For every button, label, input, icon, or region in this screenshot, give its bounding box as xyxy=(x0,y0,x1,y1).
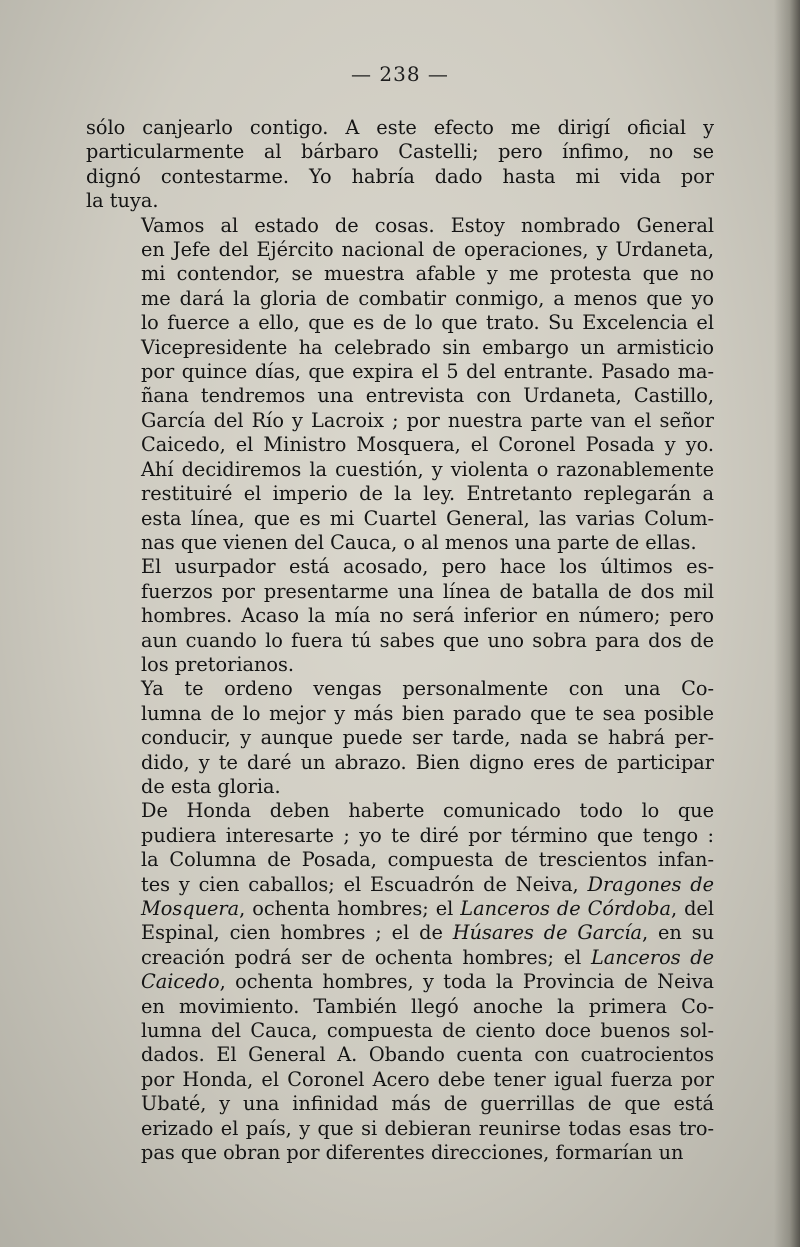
text-run: pudiera interesarte ; yo te diré por término que tengo : xyxy=(141,823,714,847)
text-line xyxy=(86,433,714,457)
paragraph xyxy=(86,555,714,677)
text-run: Caicedo, el Ministro Mosquera, el Coronel Posada y yo. xyxy=(141,433,714,457)
text-run: Ubaté, y una infinidad más de guerrillas de que está xyxy=(141,1092,714,1116)
text-run: Ya te ordeno vengas personalmente con una Co- xyxy=(141,677,714,701)
text-line xyxy=(86,1019,714,1043)
text-line xyxy=(86,1068,714,1092)
text-run: esta línea, que es mi Cuartel General, las varias Colum- xyxy=(141,506,714,530)
text-run: hombres. Acaso la mía no será inferior en número; pero xyxy=(141,604,714,628)
italic-run: Lanceros de Córdoba xyxy=(460,897,671,920)
text-line xyxy=(86,1117,714,1141)
italic-run: Mosquera xyxy=(141,897,240,920)
text-run: , del xyxy=(670,897,714,920)
text-line xyxy=(86,995,714,1019)
text-line xyxy=(86,507,714,531)
text-line xyxy=(86,580,714,604)
paragraph xyxy=(86,677,714,799)
text-run: fuerzos por presentarme una línea de batalla de dos mil xyxy=(141,579,714,603)
text-run: mi contendor, se muestra afable y me protesta que no xyxy=(141,262,714,286)
text-run: la Columna de Posada, compuesta de trescientos infan- xyxy=(141,848,714,872)
text-run: por Honda, el Coronel Acero debe tener igual fuerza por xyxy=(141,1067,714,1091)
text-line xyxy=(86,629,714,653)
text-line xyxy=(86,555,714,579)
text-run: lumna del Cauca, compuesta de ciento doce buenos sol- xyxy=(141,1019,714,1043)
text-run: de esta gloria. xyxy=(141,774,281,798)
text-line xyxy=(86,262,714,286)
paragraph xyxy=(86,214,714,556)
text-line xyxy=(86,214,714,238)
text-run: en movimiento. También llegó anoche la primera Co- xyxy=(141,994,714,1018)
text-run: por quince días, que expira el 5 del entrante. Pasado ma- xyxy=(141,360,714,384)
paragraph xyxy=(86,116,714,214)
text-line xyxy=(86,1043,714,1067)
text-run: , ochenta hombres, y toda la Provincia de Neiva xyxy=(219,970,714,994)
text-run: los pretorianos. xyxy=(141,652,295,676)
text-run: tes y cien caballos; el Escuadrón de Neiva, xyxy=(141,872,588,896)
text-run: Ahí decidiremos la cuestión, y violenta o razonablemente xyxy=(141,457,714,481)
text-line xyxy=(86,946,714,970)
text-line xyxy=(86,116,714,140)
text-line xyxy=(86,873,714,897)
text-run: erizado el país, y que si debieran reunirse todas esas tro- xyxy=(141,1116,714,1140)
text-run: lumna de lo mejor y más bien parado que te sea posible xyxy=(141,701,714,725)
text-line xyxy=(86,775,714,799)
text-run: creación podrá ser de ochenta hombres; el xyxy=(141,945,591,969)
text-run: Vicepresidente ha celebrado sin embargo un armisticio xyxy=(141,335,714,359)
text-line xyxy=(86,482,714,506)
page-number: — 238 — xyxy=(351,62,449,86)
text-run: Vamos al estado de cosas. Estoy nombrado General xyxy=(141,213,714,237)
italic-run: Lanceros de xyxy=(590,945,714,969)
text-run: en Jefe del Ejército nacional de operaciones, y Urdaneta, xyxy=(141,238,714,262)
text-line xyxy=(86,458,714,482)
text-line xyxy=(86,921,714,945)
text-run: conducir, y aunque puede ser tarde, nada se habrá per- xyxy=(141,726,714,750)
text-run: restituiré el imperio de la ley. Entretanto replegarán a xyxy=(141,482,714,506)
text-run: pas que obran por diferentes direcciones, formarían un xyxy=(141,1141,684,1165)
text-run: García del Río y Lacroix ; por nuestra parte van el señor xyxy=(141,408,714,432)
text-run: , en su xyxy=(641,921,715,945)
text-run: nas que vienen del Cauca, o al menos una parte de ellas. xyxy=(141,530,697,554)
text-run: aun cuando lo fuera tú sabes que uno sobra para dos de xyxy=(141,628,714,652)
text-run: Espinal, cien hombres ; el de xyxy=(141,921,453,945)
text-line xyxy=(86,1092,714,1116)
italic-run: Húsares de García xyxy=(452,921,642,945)
text-run: De Honda deben haberte comunicado todo lo que xyxy=(141,799,714,823)
text-line xyxy=(86,531,714,555)
text-run: la tuya. xyxy=(86,189,159,213)
text-run: , ochenta hombres; el xyxy=(239,897,461,920)
text-run: ñana tendremos una entrevista con Urdaneta, Castillo, xyxy=(141,384,714,408)
text-line xyxy=(86,311,714,335)
text-run: El usurpador está acosado, pero hace los últimos es- xyxy=(141,555,714,579)
text-run: dido, y te daré un abrazo. Bien digno eres de participar xyxy=(141,750,714,774)
text-line xyxy=(86,238,714,262)
page-edge-shadow xyxy=(774,0,800,1247)
text-line xyxy=(86,165,714,189)
text-line xyxy=(86,287,714,311)
text-line xyxy=(86,189,714,213)
text-line xyxy=(86,726,714,750)
text-line xyxy=(86,140,714,164)
text-line xyxy=(86,848,714,872)
text-line xyxy=(86,336,714,360)
text-run: dignó contestarme. Yo habría dado hasta mi vida por xyxy=(86,164,714,188)
text-run: me dará la gloria de combatir conmigo, a menos que yo xyxy=(141,286,714,310)
text-line xyxy=(86,360,714,384)
text-line xyxy=(86,702,714,726)
paragraph xyxy=(86,799,714,1165)
text-line xyxy=(86,1141,714,1165)
italic-run: Caicedo xyxy=(141,970,220,994)
text-run: particularmente al bárbaro Castelli; pero ínfimo, no se xyxy=(86,140,714,164)
italic-run: Dragones de xyxy=(587,872,714,896)
text-line xyxy=(86,653,714,677)
text-run: dados. El General A. Obando cuenta con cuatrocientos xyxy=(141,1043,714,1067)
text-line xyxy=(86,897,714,921)
text-line xyxy=(86,677,714,701)
text-line xyxy=(86,751,714,775)
text-line xyxy=(86,824,714,848)
text-run: sólo canjearlo contigo. A este efecto me dirigí oficial y xyxy=(86,116,714,139)
text-line xyxy=(86,409,714,433)
text-line xyxy=(86,970,714,994)
body-text xyxy=(86,116,714,1165)
text-run: lo fuerce a ello, que es de lo que trato. Su Excelencia el xyxy=(141,311,714,335)
text-line xyxy=(86,799,714,823)
text-line xyxy=(86,384,714,408)
text-line xyxy=(86,604,714,628)
